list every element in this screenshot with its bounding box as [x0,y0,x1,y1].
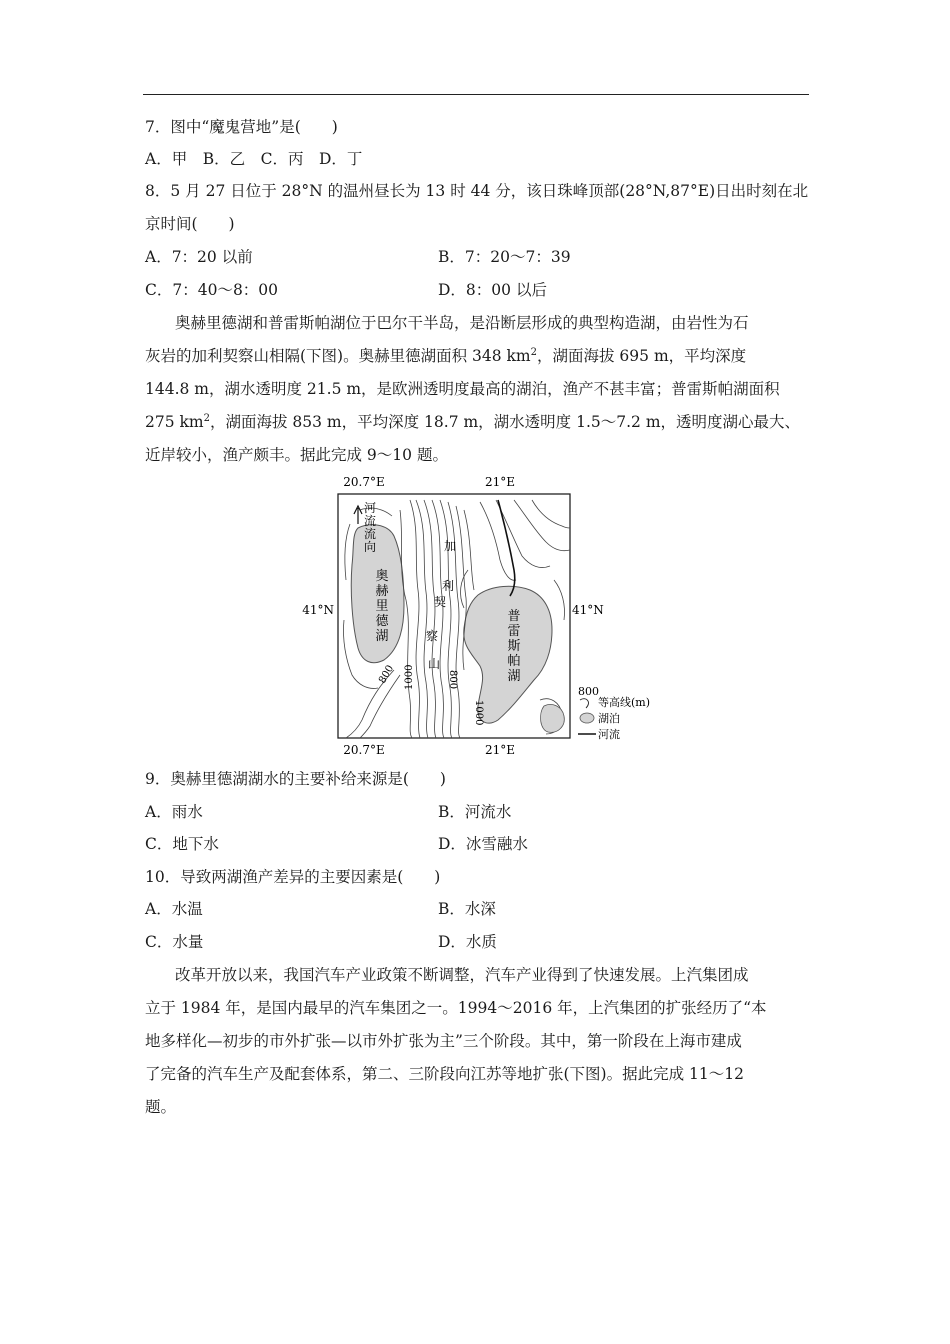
svg-text:雷: 雷 [507,624,521,639]
q9-option-d: D．冰雪融水 [438,835,528,853]
lake-contour-map [300,470,680,760]
q9-stem: 9．奥赫里德湖湖水的主要补给来源是( ) [145,770,446,788]
legend-contour-value: 800 [578,685,599,698]
svg-text:利: 利 [441,579,455,593]
lon-right-top: 21°E [484,475,516,489]
q7-options: A．甲 B．乙 C．丙 D．丁 [145,150,363,168]
q8-option-b: B．7：20～7：39 [438,248,571,266]
q10-option-c: C．水量 [145,933,204,951]
passage1-line2: 灰岩的加利契察山相隔(下图)。奥赫里德湖面积 348 $km^2$，湖面海拔 695 m，平均深度 [145,346,747,365]
legend-lake: 湖泊 [598,712,620,725]
passage1-line5: 近岸较小，渔产颇丰。据此完成 9～10 题。 [145,446,448,464]
passage2-line4: 了完备的汽车生产及配套体系，第二、三阶段向江苏等地扩张(下图)。据此完成 11～12 [145,1065,744,1083]
svg-text:山: 山 [427,657,441,671]
svg-text:河: 河 [363,501,377,515]
q10-option-d: D．水质 [438,933,497,951]
small-lake-shape [541,704,565,732]
passage1-line3: 144.8 m，湖水透明度 21.5 m，是欧洲透明度最高的湖泊，渔产不甚丰富；普雷斯帕湖面积 [145,380,780,398]
lon-left-bottom: 20.7°E [343,743,385,757]
q8-option-a: A．7：20 以前 [145,248,253,266]
river-label [364,501,376,554]
svg-text:里: 里 [375,599,389,614]
svg-text:普: 普 [507,609,521,624]
passage1-line4: 275 $km^2$，湖面海拔 853 m，平均深度 18.7 m，湖水透明度 1.5～7.2 m，透明度湖心最大、 [145,412,801,431]
contour-label-1000b: 1000 [473,700,484,726]
q8-option-c: C．7：40～8：00 [145,281,279,299]
passage2-line1: 改革开放以来，我国汽车产业政策不断调整，汽车产业得到了快速发展。上汽集团成 [175,966,749,984]
svg-text:契: 契 [433,595,447,609]
svg-text:奥: 奥 [375,569,389,584]
lat-right: 41°N [572,603,604,617]
passage2-line3: 地多样化—初步的市外扩张—以市外扩张为主”三个阶段。其中，第一阶段在上海市建成 [145,1032,742,1050]
svg-text:流: 流 [363,527,377,541]
lat-left: 41°N [302,603,334,617]
contour-label-1000: 1000 [404,664,415,690]
lon-right-bottom: 21°E [484,743,516,757]
svg-text:察: 察 [425,629,439,643]
legend-lake-swatch [580,713,594,723]
svg-text:德: 德 [375,614,389,629]
q10-option-b: B．水深 [438,900,496,918]
svg-text:向: 向 [363,540,377,554]
passage2-line2: 立于 1984 年，是国内最早的汽车集团之一。1994～2016 年，上汽集团的扩张经历了“本 [145,999,767,1017]
lon-left-top: 20.7°E [343,475,385,489]
contour-label-800: 800 [377,663,397,686]
svg-text:湖: 湖 [375,629,389,644]
q8-stem-line1: 8．5 月 27 日位于 28°N 的温州昼长为 13 时 44 分，该日珠峰顶部(28°N,87°E)日出时刻在北 [145,182,809,200]
svg-text:流: 流 [363,514,377,528]
q8-stem-line2: 京时间( ) [145,215,235,233]
passage2-line5: 题。 [145,1098,177,1116]
map-legend [578,685,650,741]
q8-option-d: D．8：00 以后 [438,281,547,299]
svg-text:加: 加 [443,539,457,553]
lake-ohrid-label [375,568,389,644]
q7-stem: 7．图中“魔鬼营地”是( ) [145,118,338,136]
passage1-line1: 奥赫里德湖和普雷斯帕湖位于巴尔干半岛，是沿断层形成的典型构造湖，由岩性为石 [175,314,749,332]
q10-stem: 10．导致两湖渔产差异的主要因素是( ) [145,868,441,886]
svg-text:帕: 帕 [507,654,521,669]
legend-river: 河流 [598,728,620,741]
q9-option-b: B．河流水 [438,803,512,821]
header-rule [143,94,809,95]
svg-text:斯: 斯 [507,639,521,654]
svg-text:赫: 赫 [375,584,389,599]
lake-prespa-label [507,609,520,684]
q9-option-a: A．雨水 [145,803,203,821]
contour-label-800b: 800 [447,670,458,690]
q10-option-a: A．水温 [145,900,203,918]
svg-text:湖: 湖 [507,669,521,684]
legend-contour: 等高线(m) [598,696,651,709]
q9-option-c: C．地下水 [145,835,219,853]
